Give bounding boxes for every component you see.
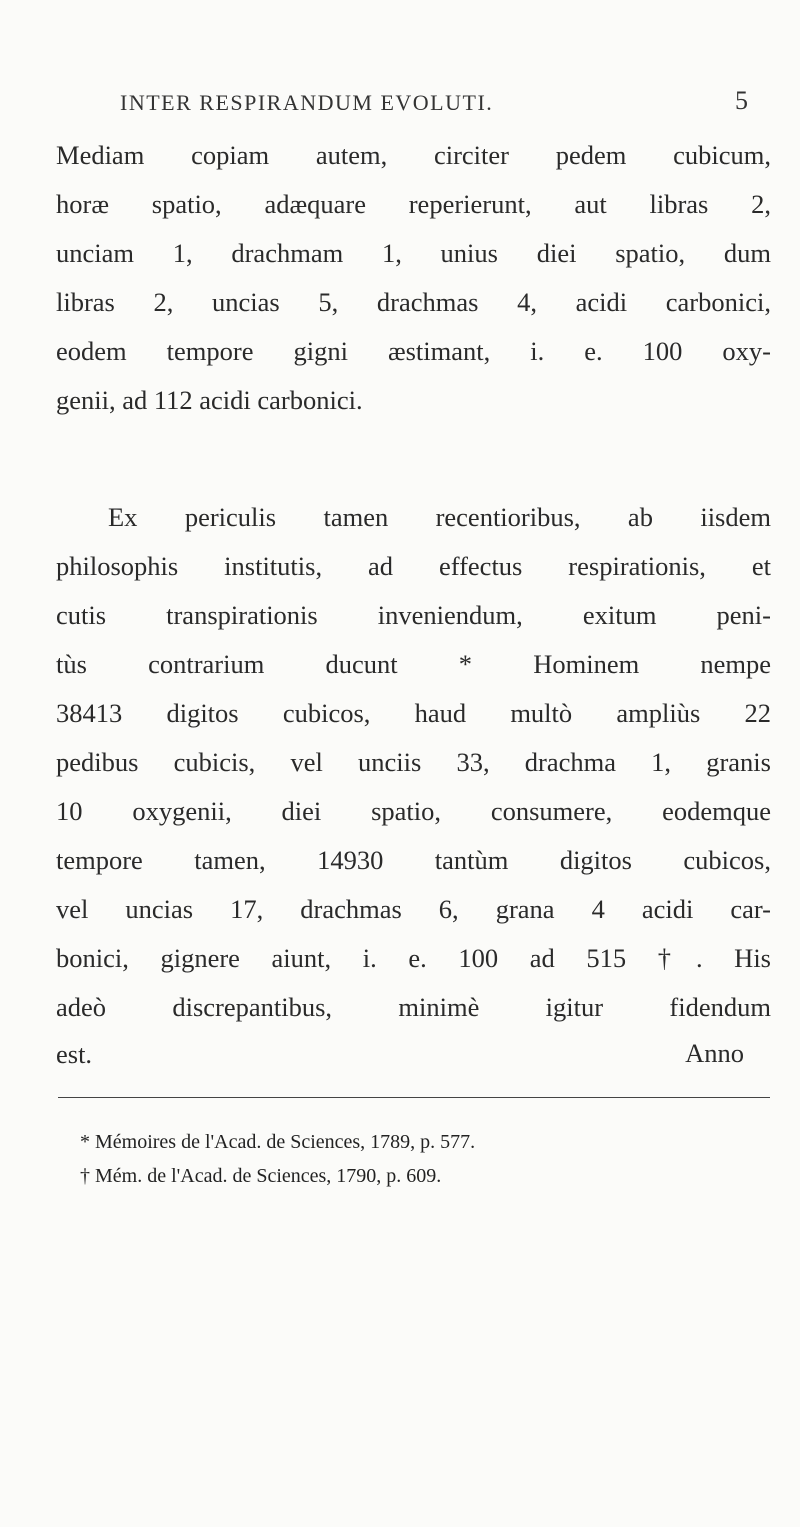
text-line: pedibus cubicis, vel unciis 33, drachma 1, granis (56, 747, 771, 777)
running-head-title: INTER RESPIRANDUM EVOLUTI. (120, 90, 494, 115)
text-line: philosophis institutis, ad effectus respirationis, et (56, 551, 771, 581)
text-line: genii, ad 112 acidi carbonici. (56, 385, 363, 415)
catchword: Anno (685, 1038, 744, 1068)
footnote-rule (58, 1097, 770, 1098)
text-line: est. (56, 1039, 93, 1069)
footnote: † Mém. de l'Acad. de Sciences, 1790, p. 609. (80, 1165, 442, 1187)
text-line: horæ spatio, adæquare reperierunt, aut libras 2, (56, 189, 771, 219)
text-line: unciam 1, drachmam 1, unius diei spatio, dum (56, 238, 771, 268)
text-line: libras 2, uncias 5, drachmas 4, acidi carbonici, (56, 287, 771, 317)
text-line: tùs contrarium ducunt * Hominem nempe (56, 649, 771, 679)
text-line: tempore tamen, 14930 tantùm digitos cubicos, (56, 845, 771, 875)
text-line: Ex periculis tamen recentioribus, ab iisdem (108, 502, 771, 532)
text-line: adeò discrepantibus, minimè igitur fidendum (56, 992, 771, 1022)
page-number: 5 (735, 86, 748, 115)
text-line: bonici, gignere aiunt, i. e. 100 ad 515 †. His (56, 943, 771, 973)
running-header (0, 86, 800, 120)
text-line: eodem tempore gigni æstimant, i. e. 100 oxy- (56, 336, 771, 366)
text-line: 10 oxygenii, diei spatio, consumere, eodemque (56, 796, 771, 826)
text-line: 38413 digitos cubicos, haud multò ampliùs 22 (56, 698, 771, 728)
text-line: cutis transpirationis inveniendum, exitum peni- (56, 600, 771, 630)
text-line: vel uncias 17, drachmas 6, grana 4 acidi car- (56, 894, 771, 924)
footnote: * Mémoires de l'Acad. de Sciences, 1789, p. 577. (80, 1131, 476, 1153)
text-line: Mediam copiam autem, circiter pedem cubicum, (56, 140, 771, 170)
